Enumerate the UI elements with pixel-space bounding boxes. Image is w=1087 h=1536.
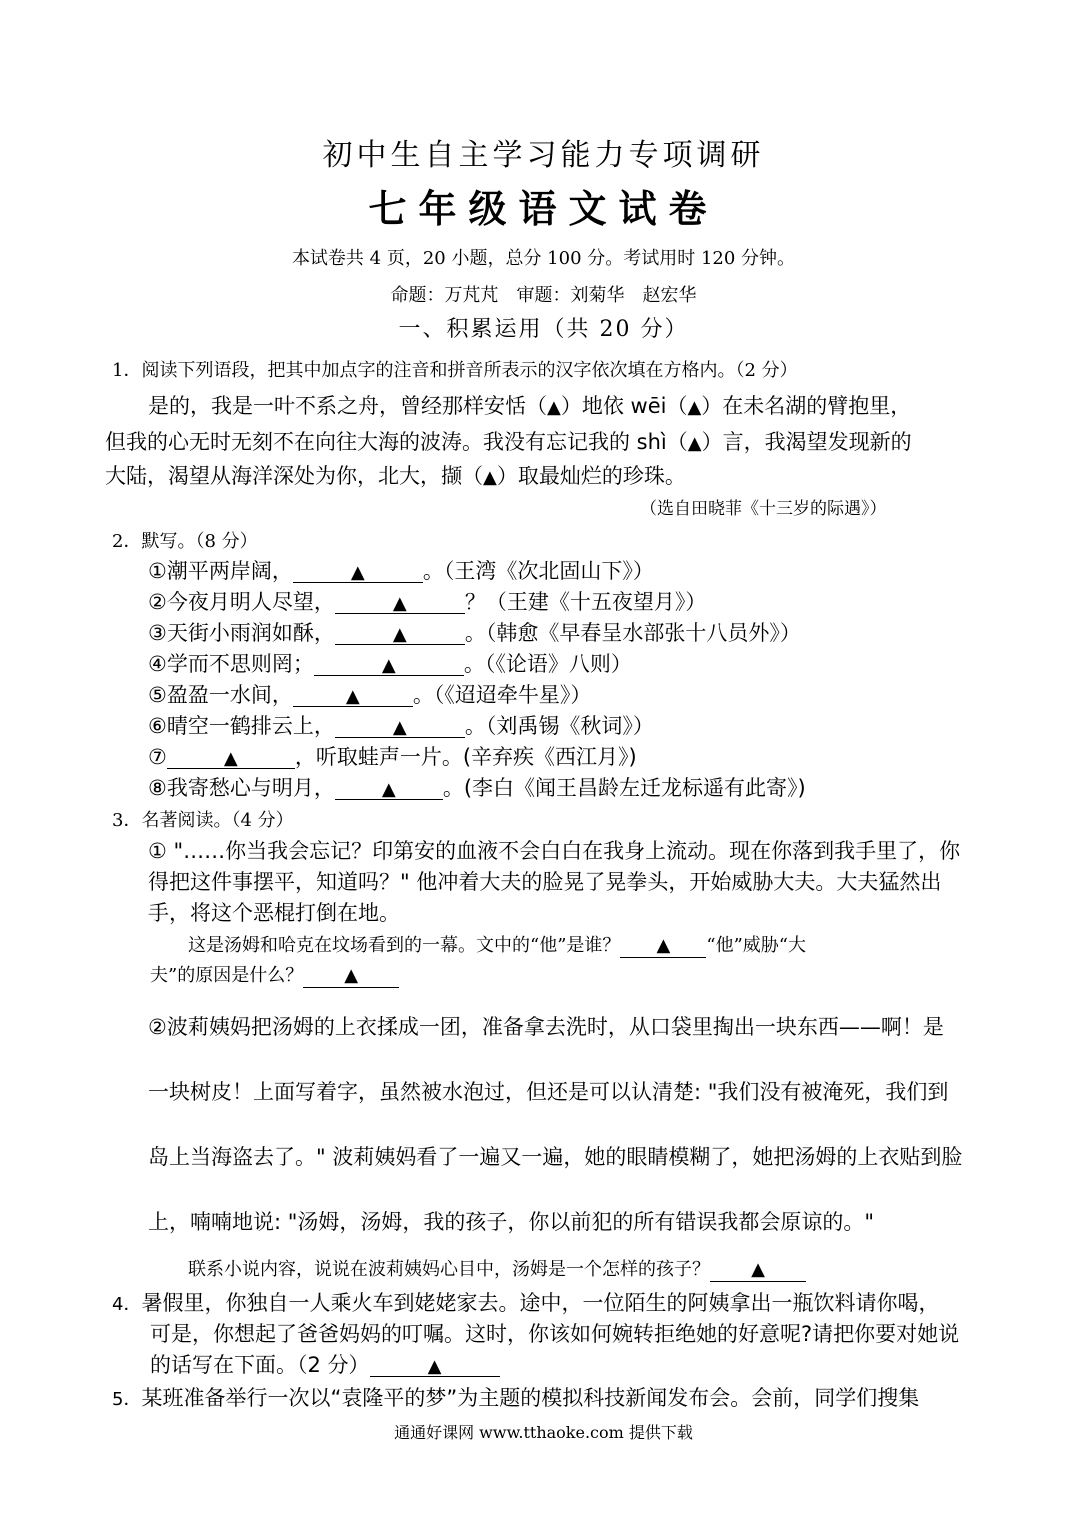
exam-title: 初中生自主学习能力专项调研: [322, 138, 765, 173]
question-2-prompt: [112, 527, 258, 553]
question-4-text: 的话写在下面。（2 分） ▲: [150, 1349, 500, 1379]
answer-blank[interactable]: ▲: [370, 1354, 500, 1377]
q3-passage-line: 岛上当海盗去了。" 波莉姨妈看了一遍又一遍，她的眼睛模糊了，她把汤姆的上衣贴到脸: [148, 1145, 963, 1169]
question-3-prompt: [112, 806, 294, 832]
answer-marker[interactable]: ▲: [687, 433, 702, 454]
q3-passage-line: 得把这件事摆平，知道吗？" 他冲着大夫的脸晃了晃拳头，开始威胁大夫。大夫猛然出: [148, 870, 942, 894]
question-number: 2．: [112, 531, 142, 552]
answer-blank[interactable]: ▲: [335, 777, 443, 800]
exam-info: 本试卷共 4 页，20 小题，总分 100 分。考试用时 120 分钟。: [291, 248, 796, 269]
q2-item: ⑧我寄愁心与明月， ▲ 。(李白《闻王昌龄左迁龙标遥有此寄》): [148, 776, 806, 800]
answer-blank[interactable]: ▲: [335, 591, 465, 614]
question-text: 阅读下列语段，把其中加点字的注音和拼音所表示的汉字依次填在方格内。（2 分）: [141, 360, 798, 381]
answer-blank[interactable]: ▲: [335, 715, 465, 738]
q2-item: ②今夜月明人尽望， ▲ ？（王建《十五夜望月》）: [148, 590, 707, 614]
q3-question: 夫”的原因是什么？ ▲: [150, 961, 399, 988]
answer-blank[interactable]: ▲: [314, 653, 464, 676]
question-text: 名著阅读。（4 分）: [141, 810, 294, 831]
q2-item: ③天街小雨润如酥， ▲ 。（韩愈《早春呈水部张十八员外》）: [148, 621, 801, 645]
q3-passage-line: 手，将这个恶棍打倒在地。: [148, 901, 400, 925]
q3-passage-line: ②波莉姨妈把汤姆的上衣揉成一团，准备拿去洗时，从口袋里掏出一块东西——啊！是: [148, 1015, 944, 1039]
q2-item: ⑦ ▲ ，听取蛙声一片。(辛弃疾《西江月》): [148, 745, 637, 769]
question-number: 5．: [112, 1389, 142, 1410]
answer-marker[interactable]: ▲: [547, 397, 561, 418]
footer-text: 通通好课网 www.tthaoke.com 提供下载: [394, 1423, 693, 1442]
answer-blank[interactable]: ▲: [620, 935, 706, 958]
q2-item: ④学而不思则罔； ▲ 。（《论语》八则）: [148, 652, 632, 676]
answer-blank[interactable]: ▲: [293, 684, 413, 707]
question-number: 1．: [112, 360, 142, 381]
question-5-text: 5．某班准备举行一次以“袁隆平的梦”为主题的模拟科技新闻发布会。会前，同学们搜集: [112, 1386, 920, 1410]
exam-authors: 命题：万芃芃 审题：刘菊华 赵宏华: [390, 285, 697, 306]
question-number: 3．: [112, 810, 142, 831]
question-4-text: 4．暑假里，你独自一人乘火车到姥姥家去。途中，一位陌生的阿姨拿出一瓶饮料请你喝，: [112, 1291, 940, 1315]
answer-blank[interactable]: ▲: [710, 1259, 806, 1282]
answer-blank[interactable]: ▲: [293, 560, 423, 583]
q3-question: 这是汤姆和哈克在坟场看到的一幕。文中的“他”是谁？ ▲ “他”威胁“大: [188, 935, 807, 956]
q1-paragraph-line: 是的，我是一叶不系之舟，曾经那样安恬（▲）地依 wēi（▲）在未名湖的臂抱里，: [148, 394, 912, 418]
q1-paragraph-line: 大陆，渴望从海洋深处为你，北大，撷（▲）取最灿烂的珍珠。: [105, 464, 686, 488]
question-1-prompt: [112, 356, 798, 382]
q3-passage-line: 一块树皮！上面写着字，虽然被水泡过，但还是可以认清楚: "我们没有被淹死，我们到: [148, 1080, 949, 1104]
q3-passage-line: 上，喃喃地说: "汤姆，汤姆，我的孩子，你以前犯的所有错误我都会原谅的。": [148, 1210, 875, 1234]
answer-marker[interactable]: ▲: [483, 467, 497, 488]
q2-item: ⑥晴空一鹤排云上， ▲ 。（刘禹锡《秋词》）: [148, 714, 654, 738]
answer-marker[interactable]: ▲: [687, 397, 702, 418]
answer-blank[interactable]: ▲: [335, 622, 465, 645]
question-text: 默写。（8 分）: [141, 531, 258, 552]
q1-paragraph-line: 但我的心无时无刻不在向往大海的波涛。我没有忘记我的 shì（▲）言，我渴望发现新的: [105, 430, 912, 454]
q2-item: ①潮平两岸阔， ▲ 。（王湾《次北固山下》）: [148, 559, 654, 583]
section-title: 一、积累运用（共 20 分）: [398, 317, 689, 342]
q3-passage-line: ① "……你当我会忘记？印第安的血液不会白白在我身上流动。现在你落到我手里了，你: [148, 839, 961, 863]
q3-question: 联系小说内容，说说在波莉姨妈心目中，汤姆是一个怎样的孩子？ ▲: [188, 1255, 806, 1282]
question-4-text: 可是，你想起了爸爸妈妈的叮嘱。这时，你该如何婉转拒绝她的好意呢?请把你要对她说: [150, 1322, 960, 1346]
exam-subtitle: 七年级语文试卷: [368, 186, 719, 231]
question-number: 4．: [112, 1294, 142, 1315]
q1-source: （选自田晓菲《十三岁的际遇》）: [640, 499, 887, 519]
answer-blank[interactable]: ▲: [303, 965, 399, 988]
answer-blank[interactable]: ▲: [167, 746, 295, 769]
q2-item: ⑤盈盈一水间， ▲ 。（《迢迢牵牛星》）: [148, 683, 592, 707]
